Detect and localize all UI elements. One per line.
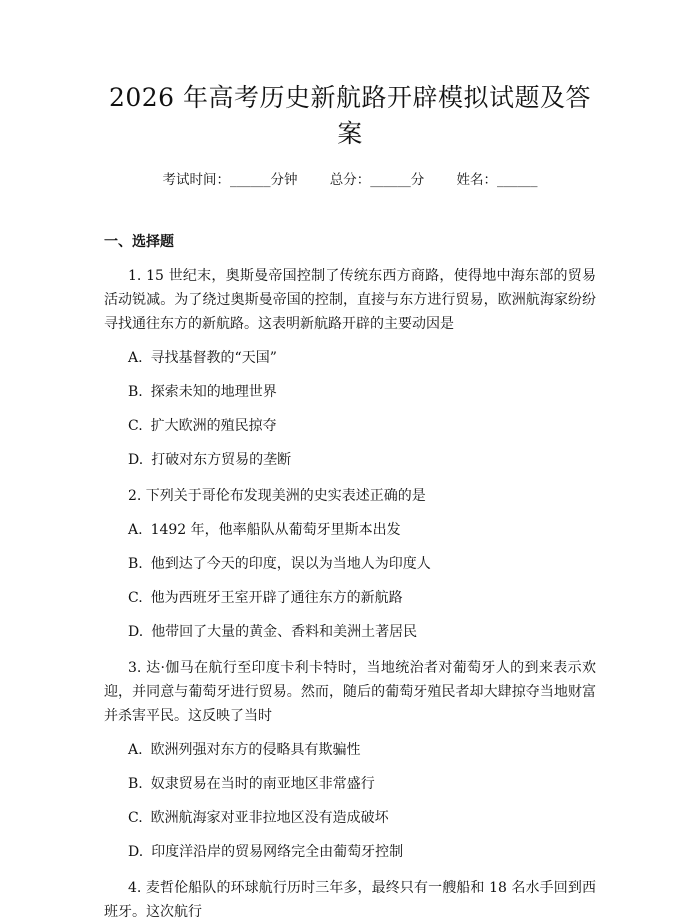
question-stem: 2. 下列关于哥伦布发现美洲的史实表述正确的是 bbox=[128, 488, 426, 504]
question-option bbox=[128, 840, 596, 864]
option-text: 奴隶贸易在当时的南亚地区非常盛行 bbox=[150, 776, 375, 792]
option-letter: D. bbox=[128, 624, 144, 640]
option-letter: C. bbox=[128, 418, 143, 434]
question-option bbox=[128, 586, 596, 610]
question-option bbox=[128, 448, 596, 472]
question bbox=[104, 656, 596, 864]
question bbox=[104, 484, 596, 644]
option-letter: A. bbox=[128, 522, 143, 538]
option-letter: B. bbox=[128, 776, 143, 792]
option-text: 欧洲航海家对亚非拉地区没有造成破坏 bbox=[150, 810, 389, 826]
page-title: 2026 年高考历史新航路开辟模拟试题及答案 bbox=[108, 83, 592, 148]
option-letter: C. bbox=[128, 590, 143, 606]
option-text: 他到达了今天的印度，误以为当地人为印度人 bbox=[150, 556, 431, 572]
option-text: 印度洋沿岸的贸易网络完全由葡萄牙控制 bbox=[151, 844, 404, 860]
option-text: 打破对东方贸易的垄断 bbox=[151, 452, 292, 468]
option-text: 寻找基督教的“天国” bbox=[150, 350, 277, 366]
question-option bbox=[128, 772, 596, 796]
question-option bbox=[128, 552, 596, 576]
option-text: 1492 年，他率船队从葡萄牙里斯本出发 bbox=[150, 522, 401, 538]
option-letter: C. bbox=[128, 810, 143, 826]
question-option bbox=[128, 518, 596, 542]
option-letter: A. bbox=[128, 742, 143, 758]
section-title: 一、选择题 bbox=[104, 234, 174, 250]
exam-meta bbox=[104, 170, 596, 190]
question-option bbox=[128, 380, 596, 404]
question-option bbox=[128, 346, 596, 370]
question-stem: 1. 15 世纪末，奥斯曼帝国控制了传统东西方商路，使得地中海东部的贸易活动锐减。为了绕过奥斯曼帝国的控制，直接与东方进行贸易，欧洲航海家纷纷寻找通往东方的新航路。这表明新航路开辟的主要动因是 bbox=[104, 268, 596, 332]
option-letter: D. bbox=[128, 452, 144, 468]
question-stem: 4. 麦哲伦船队的环球航行历时三年多，最终只有一艘船和 18 名水手回到西班牙。这次航行 bbox=[104, 880, 596, 920]
option-letter: B. bbox=[128, 556, 143, 572]
question-option bbox=[128, 414, 596, 438]
option-text: 探索未知的地理世界 bbox=[150, 384, 277, 400]
question-stem: 3. 达·伽马在航行至印度卡利卡特时，当地统治者对葡萄牙人的到来表示欢迎，并同意与葡萄牙进行贸易。然而，随后的葡萄牙殖民者却大肆掠夺当地财富并杀害平民。这反映了当时 bbox=[104, 660, 596, 724]
exam-name-field: 姓名：______ bbox=[456, 172, 538, 188]
option-text: 欧洲列强对东方的侵略具有欺骗性 bbox=[150, 742, 361, 758]
question bbox=[104, 264, 596, 472]
option-letter: B. bbox=[128, 384, 143, 400]
option-letter: A. bbox=[128, 350, 143, 366]
option-text: 扩大欧洲的殖民掠夺 bbox=[150, 418, 277, 434]
exam-score-field: 总分：______分 bbox=[329, 172, 425, 188]
option-text: 他为西班牙王室开辟了通往东方的新航路 bbox=[150, 590, 403, 606]
question bbox=[104, 876, 596, 924]
option-letter: D. bbox=[128, 844, 144, 860]
option-text: 他带回了大量的黄金、香料和美洲土著居民 bbox=[151, 624, 418, 640]
question-option bbox=[128, 806, 596, 830]
question-option bbox=[128, 620, 596, 644]
exam-time-field: 考试时间：______分钟 bbox=[162, 172, 298, 188]
question-option bbox=[128, 738, 596, 762]
